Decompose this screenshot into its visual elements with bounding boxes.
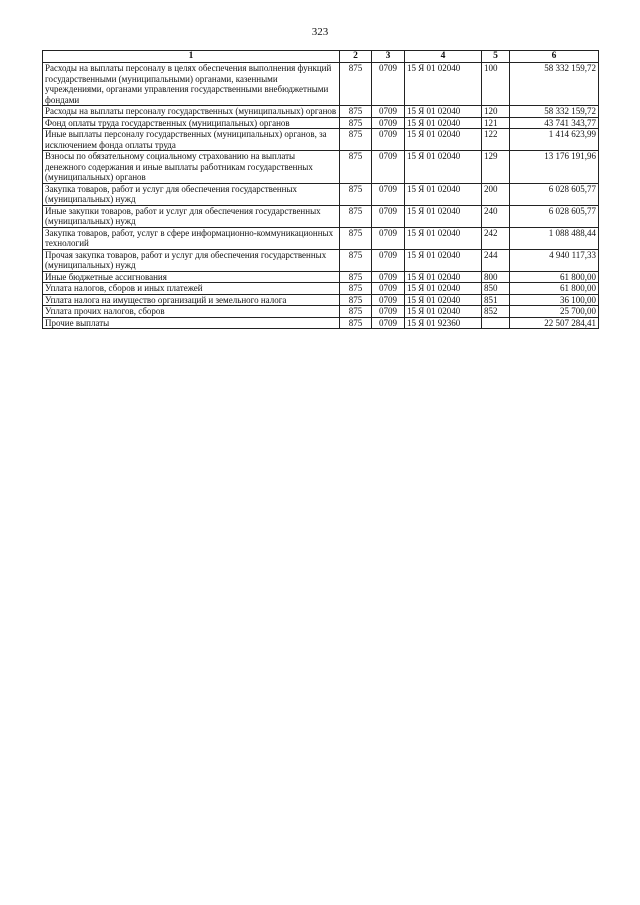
row-rzpr: 0709: [372, 306, 405, 318]
row-name: Прочая закупка товаров, работ и услуг для обеспечения государственных (муниципальных) нужд: [43, 249, 340, 271]
row-rzpr: 0709: [372, 227, 405, 249]
row-amount: 43 741 343,77: [510, 117, 599, 129]
row-amount: 58 332 159,72: [510, 63, 599, 106]
row-grbs: 875: [340, 306, 372, 318]
row-grbs: 875: [340, 151, 372, 184]
row-amount: 4 940 117,33: [510, 249, 599, 271]
row-rzpr: 0709: [372, 317, 405, 329]
table-row: [43, 271, 599, 283]
row-cs: 15 Я 01 02040: [405, 183, 482, 205]
row-name: Закупка товаров, работ и услуг для обеспечения государственных (муниципальных) нужд: [43, 183, 340, 205]
row-vr: 850: [482, 283, 510, 295]
row-amount: 25 700,00: [510, 306, 599, 318]
row-rzpr: 0709: [372, 183, 405, 205]
row-grbs: 875: [340, 249, 372, 271]
row-amount: 1 414 623,99: [510, 129, 599, 151]
header-grbs: 2: [340, 51, 372, 63]
row-vr: 800: [482, 271, 510, 283]
row-cs: 15 Я 01 02040: [405, 117, 482, 129]
row-rzpr: 0709: [372, 106, 405, 118]
table-row: [43, 117, 599, 129]
header-vr: 5: [482, 51, 510, 63]
table-row: [43, 205, 599, 227]
table-row: [43, 306, 599, 318]
row-vr: 129: [482, 151, 510, 184]
table-row: [43, 183, 599, 205]
row-grbs: 875: [340, 227, 372, 249]
row-name: Фонд оплаты труда государственных (муниципальных) органов: [43, 117, 340, 129]
row-grbs: 875: [340, 205, 372, 227]
row-vr: 122: [482, 129, 510, 151]
row-vr: 240: [482, 205, 510, 227]
row-rzpr: 0709: [372, 283, 405, 295]
row-amount: 13 176 191,96: [510, 151, 599, 184]
row-grbs: 875: [340, 117, 372, 129]
row-rzpr: 0709: [372, 271, 405, 283]
row-rzpr: 0709: [372, 294, 405, 306]
row-vr: [482, 317, 510, 329]
row-amount: 61 800,00: [510, 271, 599, 283]
row-vr: 852: [482, 306, 510, 318]
row-amount: 6 028 605,77: [510, 205, 599, 227]
row-cs: 15 Я 01 02040: [405, 271, 482, 283]
row-grbs: 875: [340, 317, 372, 329]
row-rzpr: 0709: [372, 151, 405, 184]
row-vr: 200: [482, 183, 510, 205]
table-row: [43, 227, 599, 249]
row-cs: 15 Я 01 02040: [405, 306, 482, 318]
row-vr: 120: [482, 106, 510, 118]
table-row: [43, 317, 599, 329]
header-name: 1: [43, 51, 340, 63]
row-vr: 121: [482, 117, 510, 129]
budget-table: [42, 50, 599, 329]
row-rzpr: 0709: [372, 249, 405, 271]
row-amount: 6 028 605,77: [510, 183, 599, 205]
row-cs: 15 Я 01 02040: [405, 205, 482, 227]
row-cs: 15 Я 01 02040: [405, 294, 482, 306]
table-row: [43, 151, 599, 184]
row-vr: 244: [482, 249, 510, 271]
row-vr: 100: [482, 63, 510, 106]
page-number: 323: [311, 26, 329, 38]
row-name: Расходы на выплаты персоналу в целях обеспечения выполнения функций государственными (муниципальными) органами, казенными учреждениями, органами управления государственными внебюджетными фондами: [43, 63, 340, 106]
header-rzpr: 3: [372, 51, 405, 63]
row-name: Уплата налога на имущество организаций и земельного налога: [43, 294, 340, 306]
row-rzpr: 0709: [372, 63, 405, 106]
row-name: Закупка товаров, работ, услуг в сфере информационно-коммуникационных технологий: [43, 227, 340, 249]
row-cs: 15 Я 01 92360: [405, 317, 482, 329]
row-grbs: 875: [340, 106, 372, 118]
row-name: Прочие выплаты: [43, 317, 340, 329]
row-cs: 15 Я 01 02040: [405, 151, 482, 184]
row-grbs: 875: [340, 294, 372, 306]
row-grbs: 875: [340, 283, 372, 295]
row-cs: 15 Я 01 02040: [405, 227, 482, 249]
row-amount: 58 332 159,72: [510, 106, 599, 118]
table-row: [43, 283, 599, 295]
row-name: Иные выплаты персоналу государственных (муниципальных) органов, за исключением фонда оплаты труда: [43, 129, 340, 151]
row-vr: 851: [482, 294, 510, 306]
table-row: [43, 129, 599, 151]
row-cs: 15 Я 01 02040: [405, 129, 482, 151]
row-amount: 61 800,00: [510, 283, 599, 295]
row-grbs: 875: [340, 129, 372, 151]
header-amount: 6: [510, 51, 599, 63]
row-vr: 242: [482, 227, 510, 249]
row-name: Расходы на выплаты персоналу государственных (муниципальных) органов: [43, 106, 340, 118]
row-amount: 36 100,00: [510, 294, 599, 306]
header-row: [43, 51, 599, 63]
row-name: Иные закупки товаров, работ и услуг для обеспечения государственных (муниципальных) нужд: [43, 205, 340, 227]
row-rzpr: 0709: [372, 129, 405, 151]
row-grbs: 875: [340, 183, 372, 205]
row-name: Взносы по обязательному социальному страхованию на выплаты денежного содержания и иные выплаты работникам государственных (муниципальных) органов: [43, 151, 340, 184]
row-cs: 15 Я 01 02040: [405, 249, 482, 271]
table-row: [43, 249, 599, 271]
header-cs: 4: [405, 51, 482, 63]
row-grbs: 875: [340, 63, 372, 106]
row-grbs: 875: [340, 271, 372, 283]
row-rzpr: 0709: [372, 117, 405, 129]
row-amount: 1 088 488,44: [510, 227, 599, 249]
table-row: [43, 106, 599, 118]
row-name: Уплата налогов, сборов и иных платежей: [43, 283, 340, 295]
table-row: [43, 63, 599, 106]
row-cs: 15 Я 01 02040: [405, 283, 482, 295]
row-name: Уплата прочих налогов, сборов: [43, 306, 340, 318]
table-row: [43, 294, 599, 306]
row-name: Иные бюджетные ассигнования: [43, 271, 340, 283]
row-amount: 22 507 284,41: [510, 317, 599, 329]
row-cs: 15 Я 01 02040: [405, 63, 482, 106]
row-rzpr: 0709: [372, 205, 405, 227]
row-cs: 15 Я 01 02040: [405, 106, 482, 118]
